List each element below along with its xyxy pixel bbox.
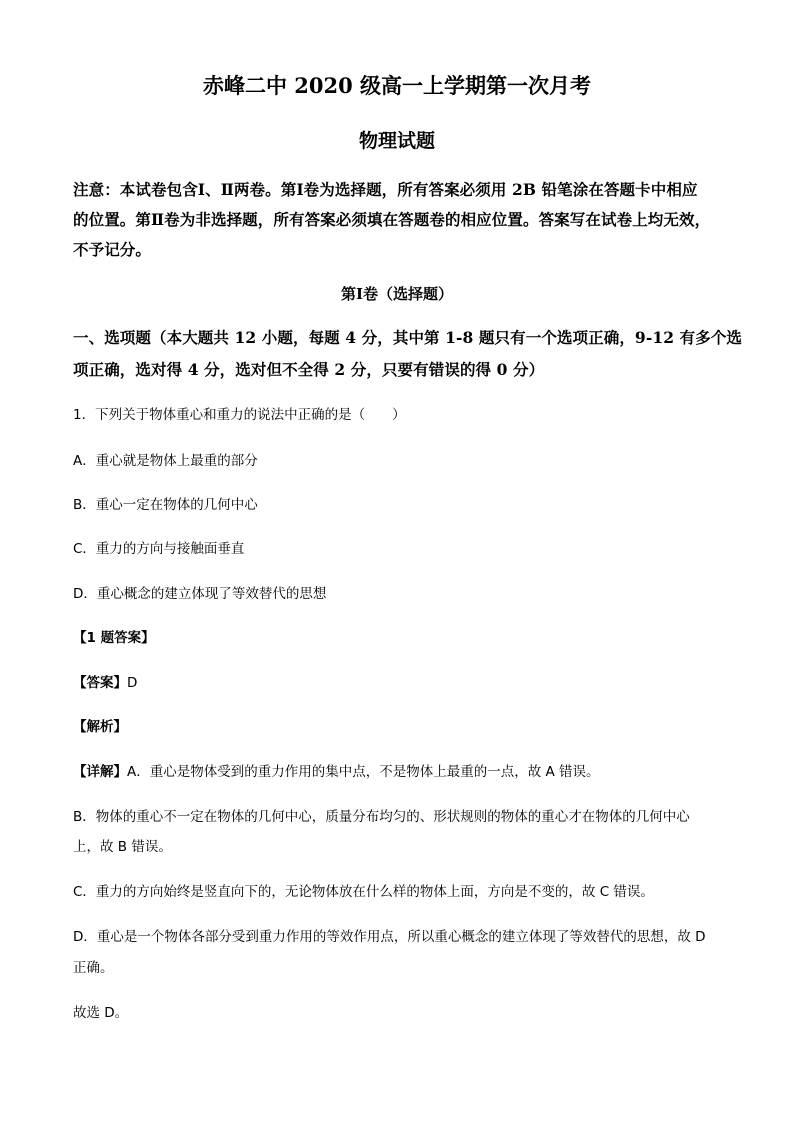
question-1-stem: 1．下列关于物体重心和重力的说法中正确的是（ ）: [73, 407, 406, 423]
analysis-label: 【解析】: [73, 719, 127, 735]
conclusion: 故选 D。: [73, 1005, 129, 1021]
part1-heading: 第Ⅰ卷（选择题）: [340, 285, 454, 303]
notice-line-3: 不予记分。: [73, 240, 152, 259]
detail-row-a: [73, 760, 600, 780]
detail-c: C．重力的方向始终是竖直向下的，无论物体放在什么样的物体上面，方向是不变的，故 C 错误。: [73, 884, 654, 900]
detail-a: A．重心是物体受到的重力作用的集中点，不是物体上最重的一点，故 A 错误。: [127, 764, 600, 780]
question-1-option-d: D．重心概念的建立体现了等效替代的思想: [73, 586, 327, 602]
detail-b-line-1: B．物体的重心不一定在物体的几何中心，质量分布均匀的、形状规则的物体的重心才在物体的几何中心: [73, 809, 690, 825]
answer-label: 【答案】: [73, 675, 127, 691]
answer-row: [73, 671, 137, 691]
question-1-option-c: C．重力的方向与接触面垂直: [73, 541, 245, 557]
answer-value: D: [127, 675, 138, 691]
exam-subtitle: 物理试题: [358, 130, 435, 152]
notice-line-1: 注意：本试卷包含Ⅰ、Ⅱ两卷。第Ⅰ卷为选择题，所有答案必须用 2B 铅笔涂在答题卡中相应: [73, 180, 698, 199]
answer-tag: 【1 题答案】: [73, 630, 155, 646]
notice-line-2: 的位置。第Ⅱ卷为非选择题，所有答案必须填在答题卷的相应位置。答案写在试卷上均无效，: [73, 210, 711, 229]
detail-d-line-1: D．重心是一个物体各部分受到重力作用的等效作用点，所以重心概念的建立体现了等效替代的思想，故 D: [73, 929, 706, 945]
detail-d-line-2: 正确。: [73, 960, 114, 976]
question-1-option-a: A．重心就是物体上最重的部分: [73, 453, 258, 469]
detail-label: 【详解】: [73, 764, 127, 780]
exam-title: 赤峰二中 2020 级高一上学期第一次月考: [202, 73, 592, 98]
detail-b-line-2: 上，故 B 错误。: [73, 839, 172, 855]
section1-line-1: 一、选项题（本大题共 12 小题，每题 4 分，其中第 1-8 题只有一个选项正确，9-12 有多个选: [73, 328, 743, 347]
question-1-option-b: B．重心一定在物体的几何中心: [73, 497, 258, 513]
section1-line-2: 项正确，选对得 4 分，选对但不全得 2 分，只要有错误的得 0 分）: [73, 360, 545, 379]
